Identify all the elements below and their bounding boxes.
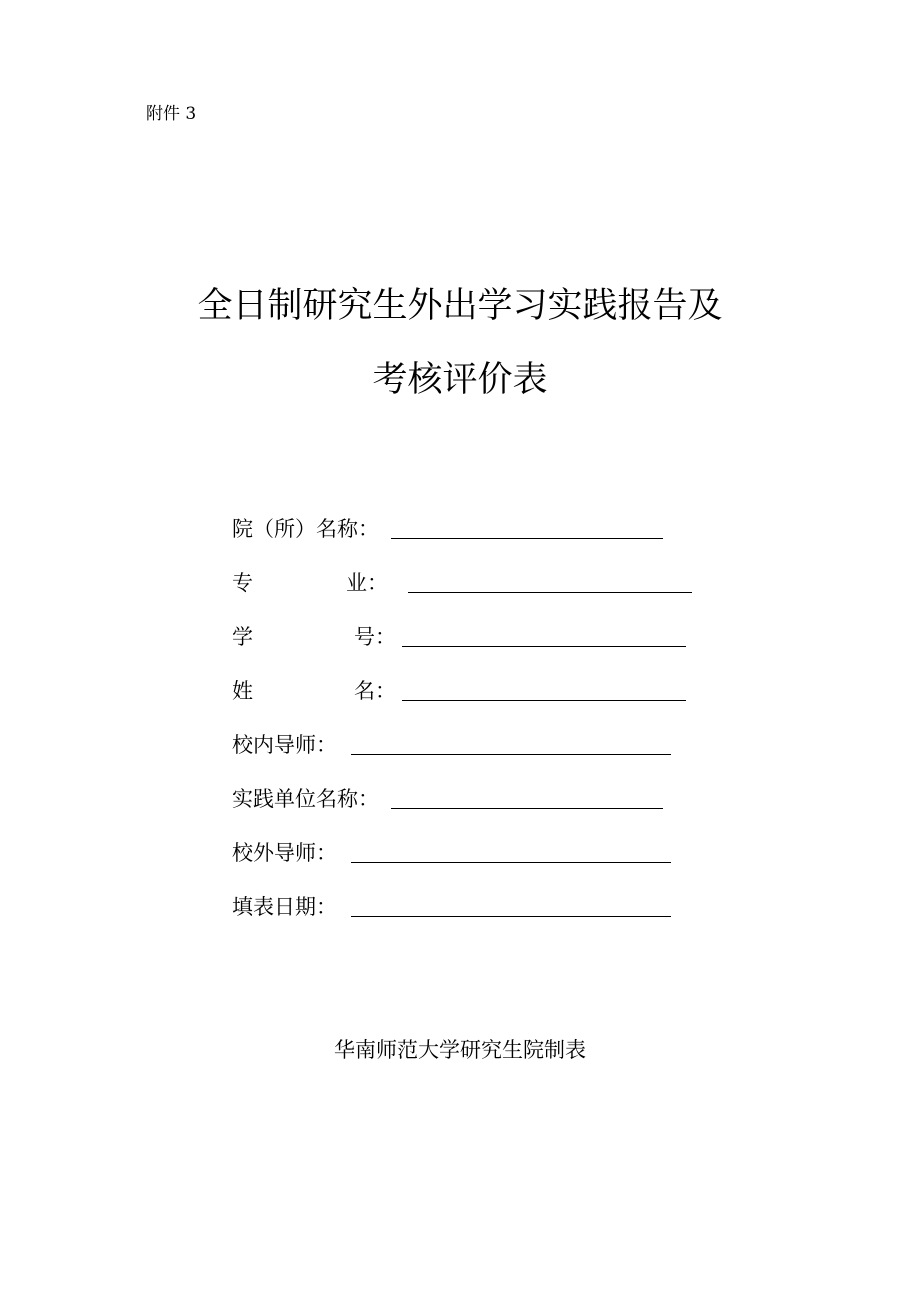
footer-issuer: 华南师范大学研究生院制表 [334, 1038, 586, 1062]
field-major-label-left: 专 [232, 571, 253, 595]
field-name-label [232, 677, 396, 705]
document-title-line-1: 全日制研究生外出学习实践报告及 [197, 286, 723, 326]
field-student-id-blank[interactable] [402, 645, 686, 647]
attachment-label: 附件 3 [146, 104, 197, 124]
field-student-id [232, 621, 686, 651]
field-external-advisor-label: 校外导师： [232, 841, 337, 865]
field-department-label: 院（所）名称： [232, 517, 379, 541]
field-internal-advisor-blank[interactable] [351, 753, 671, 755]
field-student-id-label [232, 623, 396, 651]
field-fill-date-blank[interactable] [351, 915, 671, 917]
field-major-label [232, 569, 388, 597]
field-practice-unit-label: 实践单位名称： [232, 787, 379, 811]
field-department-blank[interactable] [391, 537, 663, 539]
field-major-blank[interactable] [408, 591, 692, 593]
field-student-id-label-right: 号： [354, 625, 396, 649]
field-department [232, 513, 663, 543]
field-practice-unit-blank[interactable] [391, 807, 663, 809]
field-fill-date [232, 891, 671, 921]
field-fill-date-label: 填表日期： [232, 895, 337, 919]
field-internal-advisor-label: 校内导师： [232, 733, 337, 757]
field-name-label-left: 姓 [232, 679, 253, 703]
field-name-label-right: 名： [354, 679, 396, 703]
document-title-line-2: 考核评价表 [372, 360, 548, 400]
field-name-blank[interactable] [402, 699, 686, 701]
field-external-advisor [232, 837, 671, 867]
field-internal-advisor [232, 729, 671, 759]
field-external-advisor-blank[interactable] [351, 861, 671, 863]
field-student-id-label-left: 学 [232, 625, 253, 649]
field-major [232, 567, 692, 597]
field-practice-unit [232, 783, 663, 813]
field-major-label-right: 业： [346, 571, 388, 595]
field-name [232, 675, 686, 705]
